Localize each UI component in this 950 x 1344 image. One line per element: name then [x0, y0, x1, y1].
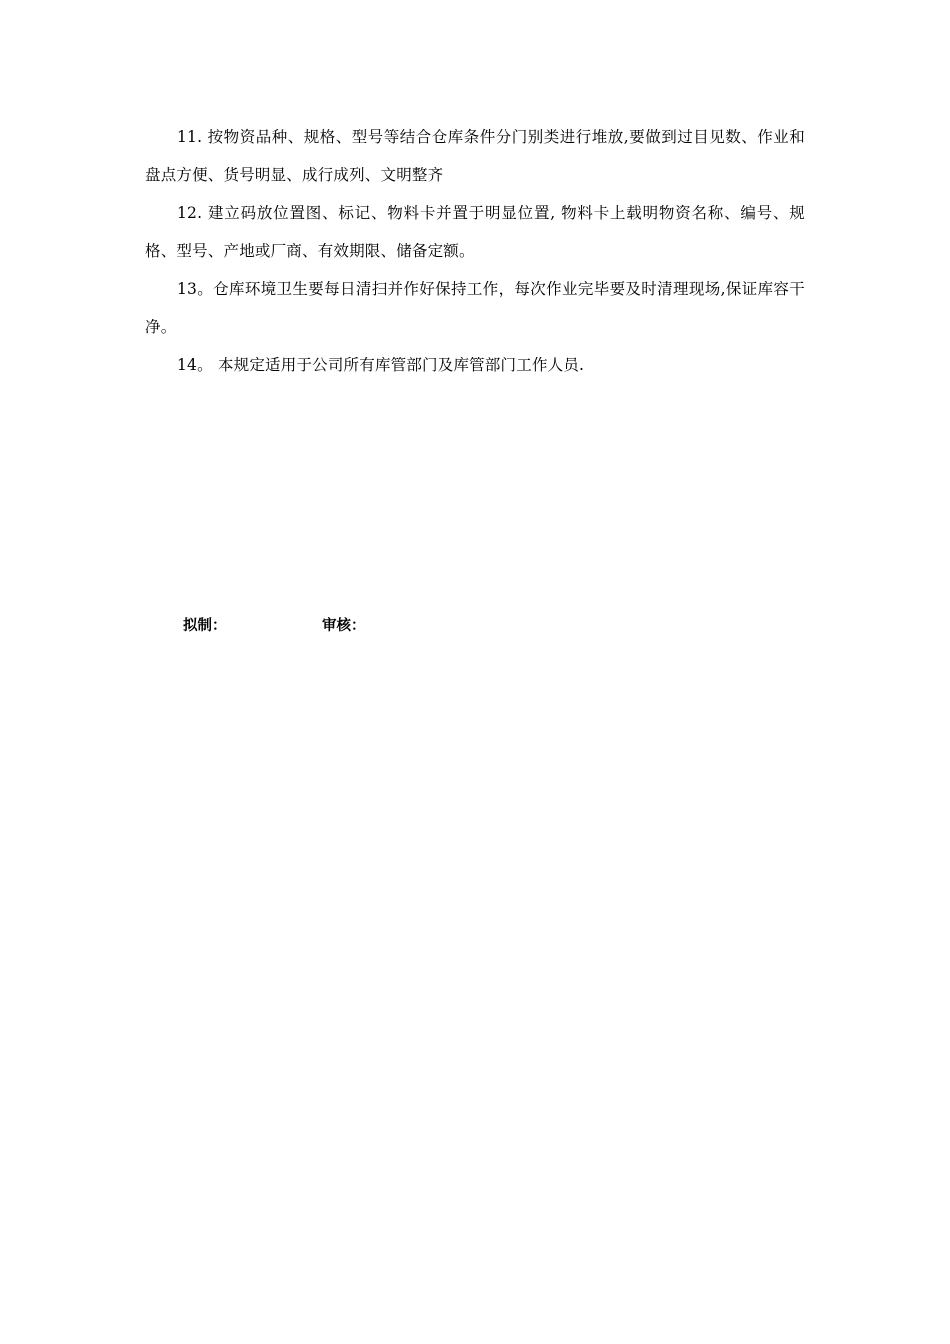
review-label: 审核：	[322, 618, 366, 634]
paragraph-11: 11. 按物资品种、规格、型号等结合仓库条件分门别类进行堆放,要做到过目见数、作业和盘点方便、货号明显、成行成列、文明整齐	[145, 128, 805, 184]
document-body	[145, 118, 805, 384]
signature-row	[183, 614, 583, 638]
paragraph-14: 14。 本规定适用于公司所有库管部门及库管部门工作人员.	[177, 356, 585, 374]
draft-label: 拟制：	[183, 618, 227, 634]
paragraph-13: 13。仓库环境卫生要每日清扫并作好保持工作，每次作业完毕要及时清理现场,保证库容干净。	[145, 280, 805, 336]
paragraph-12: 12. 建立码放位置图、标记、物料卡并置于明显位置, 物料卡上载明物资名称、编号、规格、型号、产地或厂商、有效期限、储备定额。	[145, 204, 805, 260]
